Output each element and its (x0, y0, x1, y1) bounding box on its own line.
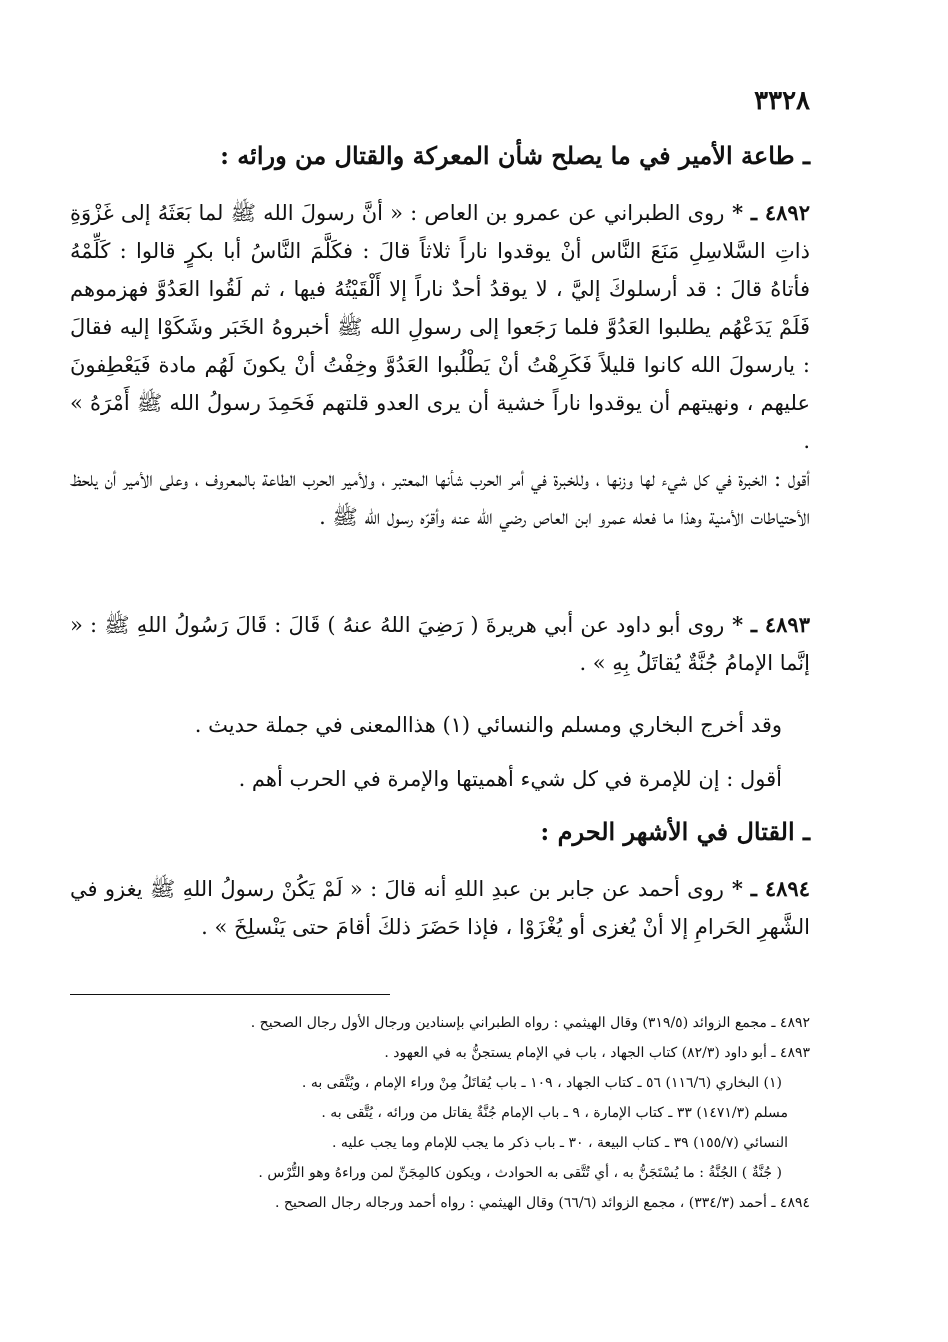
hadith-4894 (70, 870, 810, 946)
footnotes (70, 1008, 810, 1218)
hadith-number: ٤٨٩٣ ـ * (724, 612, 810, 637)
section-heading-sacred-months: ـ القتال في الأشهر الحرم : (540, 817, 810, 846)
page-number: ٣٣٢٨ (754, 86, 810, 116)
author-comment-1: أقول : الخبرة في كل شيء لها وزنها ، وللخبرة في أمر الحرب شأنها المعتبر ، ولأمير الحرب الطاعة بالمعروف ، وعلى الأمير أن يلحظ الأحتياطات الأمنية وهذا ما فعله عمرو ابن العاص رضي الله عنه وأقرّه رسول الله ﷺ . (70, 467, 810, 529)
hadith-number: ٤٨٩٢ ـ * (724, 200, 810, 225)
hadith-4892 (70, 194, 810, 460)
hadith-note: وقد أخرج البخاري ومسلم والنسائي (١) هذاالمعنى في جملة حديث . (194, 713, 782, 737)
footnote-1-bukhari: (١) البخاري (١١٦/٦) ٥٦ ـ كتاب الجهاد ، ١٠٩ ـ باب يُقاتَلُ مِنْ وراء الإمام ، ويُتَّقى به . (301, 1075, 782, 1091)
footnote-4893: ٤٨٩٣ ـ أبو داود (٨٢/٣) كتاب الجهاد ، باب في الإمام يستجنُّ به في العهود . (384, 1045, 810, 1061)
hadith-4893 (70, 606, 810, 682)
hadith-text: روى أبو داود عن أبي هريرةَ ( رَضِيَ اللهُ عنهُ ) قَالَ : قَالَ رَسُولُ اللهِ ﷺ : « إنَّما الإمامُ جُنَّةٌ يُقاتَلُ بِهِ » . (70, 613, 810, 675)
hadith-text: روى الطبراني عن عمرو بن العاص : « أنَّ رسولَ الله ﷺ لما بَعَثَهُ إلى غَزْوَةِ ذاتِ السَّلاسِلِ مَنَعَ النَّاس أنْ يوقدوا ناراً ثلاثاً قالَ : فكَلَّمَ النَّاسُ أبا بكرٍ قالوا : كَلِّمْهُ فأتاهُ قالَ : قد أرسلوكَ إليَّ ، لا يوقدُ أحدٌ ناراً إلا أَلْقَيْتُهُ فيها ، ثم لَقُوا العَدُوَّ فهزموهم فَلَمْ يَدَعْهُم يطلبوا العَدُوَّ فلما رَجَعوا إلى رسولِ الله ﷺ أخبروهُ الخَبَر وشَكَوْا إليه فقالَ : يارسولَ الله كانوا قليلاً فَكَرِهْتُ أنْ يَطْلُبوا العَدُوَّ وخِفْتُ أنْ يكونَ لَهُم مادة فَيَعْطِفونَ عليهم ، ونهيتهم أن يوقدوا ناراً خشية أن يرى العدو قلتهم فَحَمِدَ رسولُ الله ﷺ أَمْرَهُ » . (70, 201, 810, 453)
footnote-divider (70, 994, 390, 995)
hadith-text: روى أحمد عن جابر بن عبدِ اللهِ أنه قالَ : « لَمْ يَكُنْ رسولُ اللهِ ﷺ يغزو في الشَّهرِ الحَرامِ إلا أنْ يُغزى أو يُغْزَوْا ، فإذا حَضَرَ ذلكَ أقامَ حتى يَنْسلِخَ » . (70, 877, 810, 939)
footnote-muslim: مسلم (١٤٧١/٣) ٣٣ ـ كتاب الإمارة ، ٩ ـ باب الإمام جُنَّةٌ يقاتل من ورائه ، يُتَّقى به . (321, 1105, 788, 1121)
footnote-4892: ٤٨٩٢ ـ مجمع الزوائد (٣١٩/٥) وقال الهيثمي : رواه الطبراني بإسنادين ورجال الأول رجال الصحيح . (250, 1015, 810, 1031)
footnote-nasai: النسائي (١٥٥/٧) ٣٩ ـ كتاب البيعة ، ٣٠ ـ باب ذكر ما يجب للإمام وما يجب عليه . (332, 1135, 788, 1151)
footnote-4894: ٤٨٩٤ ـ أحمد (٣٣٤/٣) ، مجمع الزوائد (٦٦/٦) وقال الهيثمي : رواه أحمد ورجاله رجال الصحيح . (275, 1195, 810, 1211)
hadith-number: ٤٨٩٤ ـ * (723, 876, 810, 901)
section-heading-obedience: ـ طاعة الأمير في ما يصلح شأن المعركة والقتال من ورائه : (220, 141, 810, 170)
book-page (70, 78, 810, 1308)
footnote-junna-definition: ( جُنَّةٌ ) الجُنَّةُ : ما يُسْتَجَنُّ به ، أي تُتَّقى به الحوادث ، ويكون كالمِجَنِّ لمن وراءهُ وهو التُّرْس . (258, 1165, 782, 1181)
author-comment-2: أقول : إن للإمرة في كل شيء أهميتها والإمرة في الحرب أهم . (238, 767, 782, 791)
